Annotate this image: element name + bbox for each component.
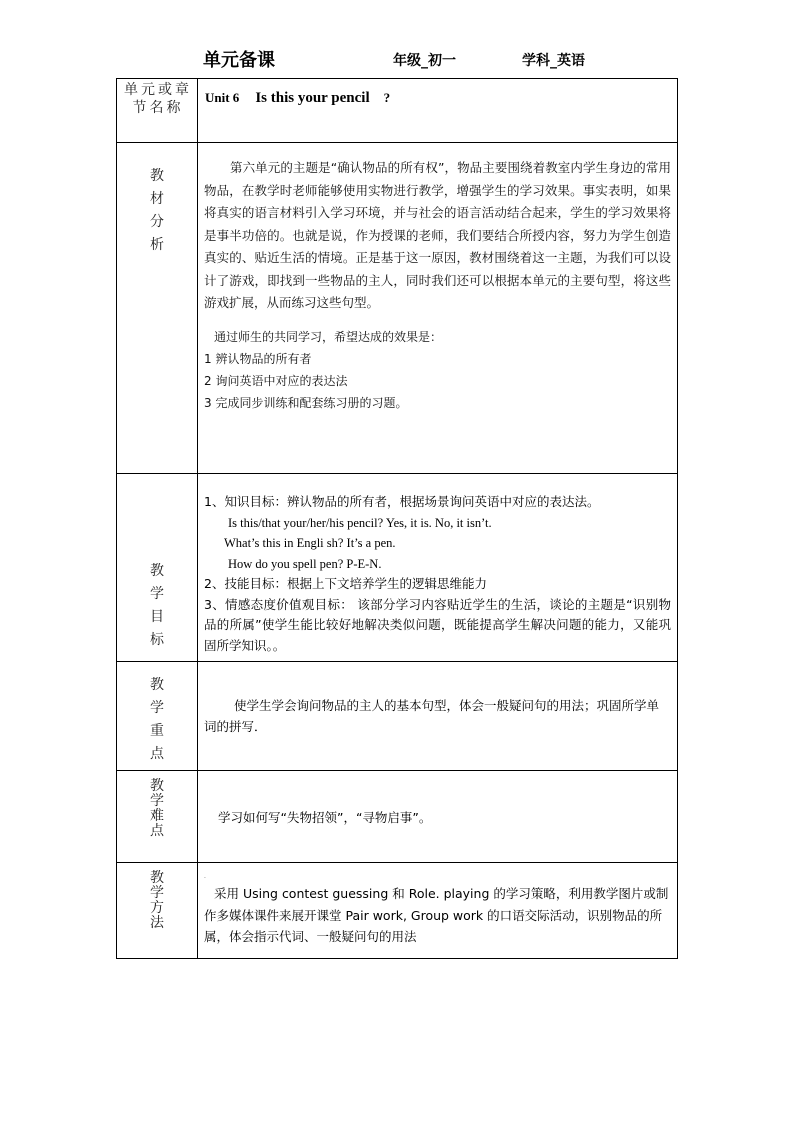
method-text: 采用 Using contest guessing 和 Role. playing 的学习策略，利用教学图片或制作多媒体课件来展开课堂 Pair work, Group work 的口语交际活动，识别物品的所属，体会指示代词、一般疑问句的用法 (204, 886, 669, 944)
goal-intro: 通过师生的共同学习，希望达成的效果是： (214, 329, 443, 344)
difficulty-text: 学习如何写“失物招领”，“寻物启事”。 (218, 809, 432, 825)
method-row (117, 863, 678, 959)
objectives-label: 教学目标 (150, 563, 164, 648)
grade-field: 年级_初一 (393, 53, 456, 69)
unit-title (198, 79, 678, 143)
goal-item: 3 完成同步训练和配套练习册的习题。 (204, 395, 408, 410)
focus-label-cell (117, 662, 198, 771)
unit-number: Unit 6 (205, 90, 240, 105)
method-marker: · (204, 875, 206, 882)
method-label: 教学方法 (150, 870, 164, 931)
analysis-label-cell (117, 143, 198, 474)
knowledge-objective: 1、知识目标：辨认物品的所有者，根据场景询问英语中对应的表达法。 (204, 494, 600, 509)
goal-item: 2 询问英语中对应的表达法 (204, 373, 348, 388)
difficulty-label-cell (117, 771, 198, 863)
objectives-content (198, 474, 678, 662)
focus-text: 使学生学会询问物品的主人的基本句型，体会一般疑问句的用法；巩固所学单词的拼写． (204, 698, 660, 734)
analysis-paragraph: 第六单元的主题是“确认物品的所有权”，物品主要围绕着教室内学生身边的常用物品，在教学时老师能够使用实物进行教学，增强学生的学习效果。事实表明，如果将真实的语言材料引入学习环境，并与社会的语言活动结合起来，学生的学习效果将是事半功倍的。也就是说，作为授课的老师，我们要结合所授内容，努力为学生创造真实的、贴近生活的情境。正是基于这一原因，教材围绕着这一主题，为我们可以设计了游戏，即找到一些物品的主人，同时我们还可以根据本单元的主要句型，将这些游戏扩展，从而练习这些句型。 (204, 160, 671, 310)
example-sentence: How do you spell pen? P-E-N. (228, 556, 382, 571)
method-label-cell (117, 863, 198, 959)
goal-item: 1 辨认物品的所有者 (204, 351, 312, 366)
analysis-label: 教材分析 (150, 168, 164, 253)
analysis-content (198, 143, 678, 474)
unit-name: Is this your pencil (255, 90, 370, 106)
focus-label: 教学重点 (150, 677, 164, 762)
subject-field: 学科_英语 (522, 53, 585, 69)
example-sentence: What’s this in Engli sh? It’s a pen. (224, 536, 396, 550)
difficulty-row (117, 771, 678, 863)
emotion-objective: 3、情感态度价值观目标： 该部分学习内容贴近学生的生活，谈论的主题是“识别物品的所属”使学生能比较好地解决类似问题，既能提高学生解决问题的能力，又能巩固所学知识。。 (204, 596, 671, 653)
unit-label: 单元或章节名称 (117, 79, 198, 143)
focus-content (198, 662, 678, 771)
document-title: 单元备课 (203, 50, 275, 71)
unit-mark: ? (383, 90, 391, 105)
analysis-row (117, 143, 678, 474)
lesson-plan-table (116, 78, 678, 959)
page-header (0, 46, 794, 76)
difficulty-label: 教学难点 (150, 778, 164, 839)
focus-row (117, 662, 678, 771)
unit-row (117, 79, 678, 143)
objectives-label-cell (117, 474, 198, 662)
objectives-row (117, 474, 678, 662)
example-sentence: Is this/that your/her/his pencil? Yes, it is. No, it isn’t. (228, 515, 492, 530)
method-content (198, 863, 678, 959)
difficulty-content (198, 771, 678, 863)
skill-objective: 2、技能目标：根据上下文培养学生的逻辑思维能力 (204, 576, 487, 591)
